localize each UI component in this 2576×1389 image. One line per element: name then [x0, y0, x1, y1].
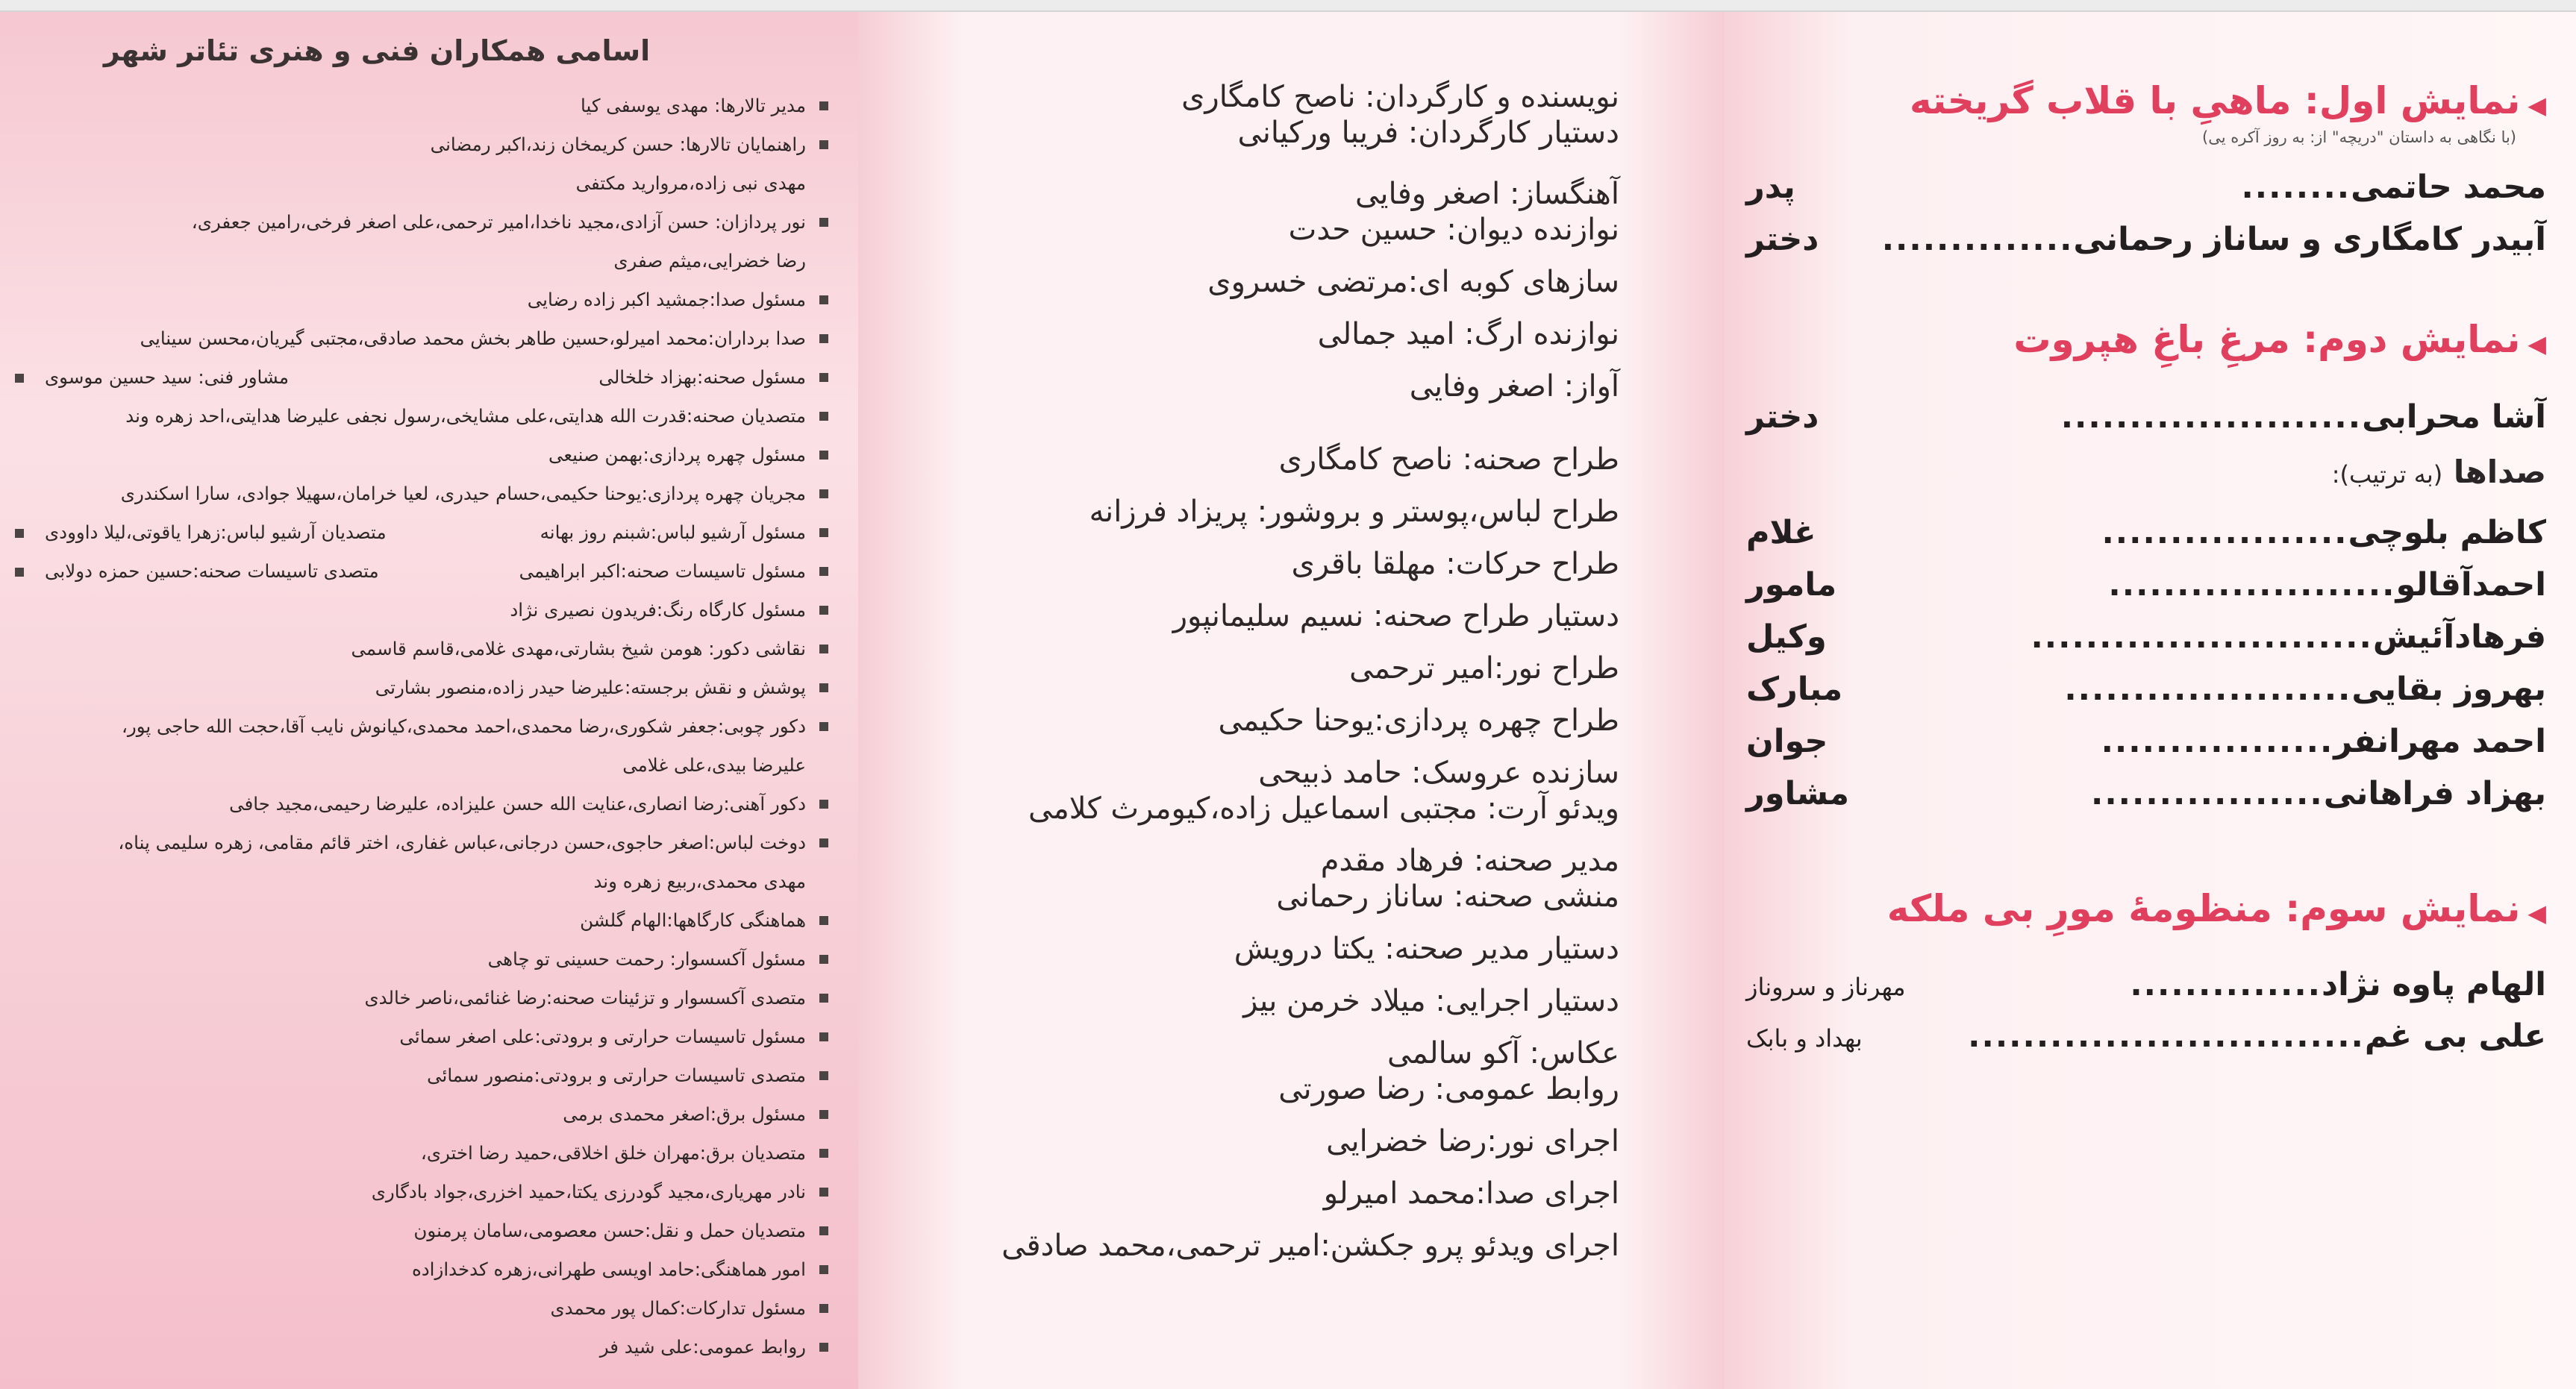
credit-line: دستیار مدیر صحنه: یکتا درویش	[1234, 932, 1619, 966]
voices-list	[1746, 507, 2546, 820]
staff-item: امور هماهنگی:حامد اویسی طهرانی،زهره کدخدازاده	[15, 1250, 828, 1289]
staff-item: مسئول تاسیسات صحنه:اکبر ابراهیمی متصدی تاسیسات صحنه:حسین حمزه دولابی	[15, 552, 828, 591]
staff-item: دکور چوبی:جعفر شکوری،رضا محمدی،احمد محمدی،کیانوش نایب آقا،حجت الله حاجی پور،	[15, 707, 828, 746]
voices-heading: صداها (به ترتیب):	[2331, 454, 2546, 490]
credit-line: منشی صحنه: ساناز رحمانی	[1276, 880, 1619, 914]
credit-line: طراح نور:امیر ترحمی	[1349, 651, 1619, 686]
credit-line: سازهای کوبه ای:مرتضی خسروی	[1207, 265, 1619, 299]
shows-panel	[1724, 12, 2576, 1389]
credit-line: مدیر صحنه: فرهاد مقدم	[1320, 844, 1619, 878]
staff-item-extra: مشاور فنی: سید حسین موسوی	[15, 358, 289, 397]
staff-item: مسئول صدا:جمشید اکبر زاده رضایی	[15, 280, 828, 319]
credit-line: نوازنده دیوان: حسین حدت	[1288, 213, 1619, 247]
staff-item: مهدی نبی زاده،مروارید مکتفی	[575, 172, 806, 194]
credit-line: ویدئو آرت: مجتبی اسماعیل زاده،کیومرث کلامی	[1028, 791, 1619, 826]
credit-line: اجرای ویدئو پرو جکشن:امیر ترحمی،محمد صادقی	[1001, 1229, 1619, 1263]
staff-title: اسامی همکاران فنی و هنری تئاتر شهر	[103, 34, 651, 67]
credit-line: اجرای صدا:محمد امیرلو	[1323, 1176, 1619, 1211]
cast-row: آبیدر کامگاری و ساناز رحمانی .............. دختر	[1746, 221, 2546, 258]
staff-item: نور پردازان: حسن آزادی،مجید ناخدا،امیر ترحمی،علی اصغر فرخی،رامین جعفری،	[15, 203, 828, 242]
cast-row: احمد مهرانفر ................. جوان	[1746, 723, 2546, 760]
cast-row: احمدآقالو ..................... مامور	[1746, 566, 2546, 603]
cast-row: بهزاد فراهانی ................. مشاور	[1746, 775, 2546, 812]
staff-item: دکور آهنی:رضا انصاری،عنایت الله حسن علیزاده، علیرضا رحیمی،مجید جافی	[15, 785, 828, 824]
credit-line: طراح چهره پردازی:یوحنا حکیمی	[1218, 703, 1619, 738]
staff-item: متصدی تاسیسات حرارتی و برودتی:منصور سمائی	[15, 1056, 828, 1095]
staff-panel	[0, 12, 858, 1389]
staff-item: صدا برداران:محمد امیرلو،حسین طاهر بخش محمد صادقی،مجتبی گیریان،محسن سینایی	[15, 319, 828, 358]
cast-row: کاظم بلوچی .................. غلام	[1746, 514, 2546, 551]
credit-line: روابط عمومی: رضا صورتی	[1278, 1072, 1619, 1106]
staff-item: متصدیان حمل و نقل:حسن معصومی،سامان پرمنون	[15, 1211, 828, 1250]
credit-line: طراح لباس،پوستر و بروشور: پریزاد فرزانه	[1089, 495, 1619, 529]
staff-item: مسئول آرشیو لباس:شبنم روز بهانه متصدیان آرشیو لباس:زهرا یاقوتی،لیلا داوودی	[15, 513, 828, 552]
staff-item: مسئول آکسسوار: رحمت حسینی تو چاهی	[15, 940, 828, 979]
top-edge	[0, 0, 2576, 12]
show2-title: ◀نمایش دوم: مرغِ باغِ هپروت	[2013, 318, 2546, 361]
credit-line: آهنگساز: اصغر وفایی	[1354, 177, 1619, 211]
staff-item: پوشش و نقش برجسته:علیرضا حیدر زاده،منصور بشارتی	[15, 668, 828, 707]
staff-item: مسئول تدارکات:کمال پور محمدی	[15, 1289, 828, 1328]
show3-title: ◀نمایش سوم: منظومهٔ مورِ بی ملکه	[1886, 887, 2546, 930]
credit-line: دستیار اجرایی: میلاد خرمن بیز	[1243, 984, 1619, 1018]
staff-item: دوخت لباس:اصغر حاجوی،حسن درجانی،عباس غفاری، اختر قائم مقامی، زهره سلیمی پناه،	[15, 824, 828, 862]
credit-line: عکاس: آکو سالمی	[1387, 1036, 1619, 1070]
staff-item: رضا خضرایی،میثم صفری	[613, 250, 806, 272]
cast-row: الهام پاوه نژاد .............. مهرناز و سروناز	[1746, 966, 2546, 1003]
credit-line: طراح حرکات: مهلقا باقری	[1291, 547, 1619, 581]
credits-panel	[858, 12, 1724, 1389]
cast-row: محمد حاتمی ........ پدر	[1746, 169, 2546, 206]
staff-item-extra: متصدی تاسیسات صحنه:حسین حمزه دولابی	[15, 552, 379, 591]
staff-item: مسئول صحنه:بهزاد خلخالی مشاور فنی: سید حسین موسوی	[15, 358, 828, 397]
credit-line: اجرای نور:رضا خضرایی	[1326, 1124, 1619, 1158]
staff-item: روابط عمومی:علی شید فر	[15, 1328, 828, 1367]
staff-item: متصدیان برق:مهران خلق اخلاقی،حمید رضا اختری،	[15, 1134, 828, 1173]
staff-item: مسئول برق:اصغر محمدی برمی	[15, 1095, 828, 1134]
staff-item: علیرضا بیدی،علی غلامی	[622, 754, 806, 776]
credit-line: دستیار کارگردان: فریبا ورکیانی	[1237, 116, 1619, 150]
credit-line: نویسنده و کارگردان: ناصح کامگاری	[1181, 80, 1619, 114]
staff-list	[15, 87, 828, 1367]
cast-row: بهروز بقایی ..................... مبارک	[1746, 671, 2546, 708]
show1-subtitle: (با نگاهی به داستان "دریچه" از: به روز آکره یی)	[2202, 128, 2516, 146]
staff-item: مهدی محمدی،ربیع زهره وند	[593, 871, 806, 892]
staff-item-extra: متصدیان آرشیو لباس:زهرا یاقوتی،لیلا داوودی	[15, 513, 387, 552]
credit-line: سازنده عروسک: حامد ذبیحی	[1258, 756, 1619, 790]
arrow-left-icon: ◀	[2527, 330, 2546, 358]
credit-line: نوازنده ارگ: امید جمالی	[1317, 317, 1619, 351]
staff-item: نقاشی دکور: هومن شیخ بشارتی،مهدی غلامی،قاسم قاسمی	[15, 630, 828, 668]
staff-item: نادر مهریاری،مجید گودرزی یکتا،حمید اخزری،جواد بادگاری	[15, 1173, 828, 1211]
staff-item: مسئول تاسیسات حرارتی و برودتی:علی اصغر سمائی	[15, 1018, 828, 1056]
credit-line: طراح صحنه: ناصح کامگاری	[1278, 442, 1619, 477]
staff-item: مسئول کارگاه رنگ:فریدون نصیری نژاد	[15, 591, 828, 630]
staff-item: متصدیان صحنه:قدرت الله هدایتی،علی مشایخی،رسول نجفی علیرضا هدایتی،احد زهره وند	[15, 397, 828, 436]
staff-item: مجریان چهره پردازی:یوحنا حکیمی،حسام حیدری، لعیا خرامان،سهیلا جوادی، سارا اسکندری	[15, 474, 828, 513]
credit-line: دستیار طراح صحنه: نسیم سلیمانپور	[1172, 599, 1619, 633]
show3-cast	[1746, 960, 2546, 1063]
staff-item: متصدی آکسسوار و تزئینات صحنه:رضا غنائمی،ناصر خالدی	[15, 979, 828, 1018]
arrow-left-icon: ◀	[2527, 91, 2546, 119]
show1-title: ◀نمایش اول: ماهیِ با قلاب گریخته	[1910, 79, 2546, 122]
arrow-left-icon: ◀	[2527, 899, 2546, 927]
cast-row: آشا محرابی ...................... دختر	[1746, 398, 2546, 436]
staff-item: راهنمایان تالارها: حسن کریمخان زند،اکبر رمضانی	[15, 125, 828, 164]
staff-item: هماهنگی کارگاهها:الهام گلشن	[15, 901, 828, 940]
staff-item: مدیر تالارها: مهدی یوسفی کیا	[15, 87, 828, 125]
cast-row: فرهادآئیش ......................... وکیل	[1746, 618, 2546, 656]
cast-row: علی بی غم ............................. بهداد و بابک	[1746, 1018, 2546, 1055]
credit-line: آواز: اصغر وفایی	[1409, 369, 1619, 404]
staff-item: مسئول چهره پردازی:بهمن صنیعی	[15, 436, 828, 474]
